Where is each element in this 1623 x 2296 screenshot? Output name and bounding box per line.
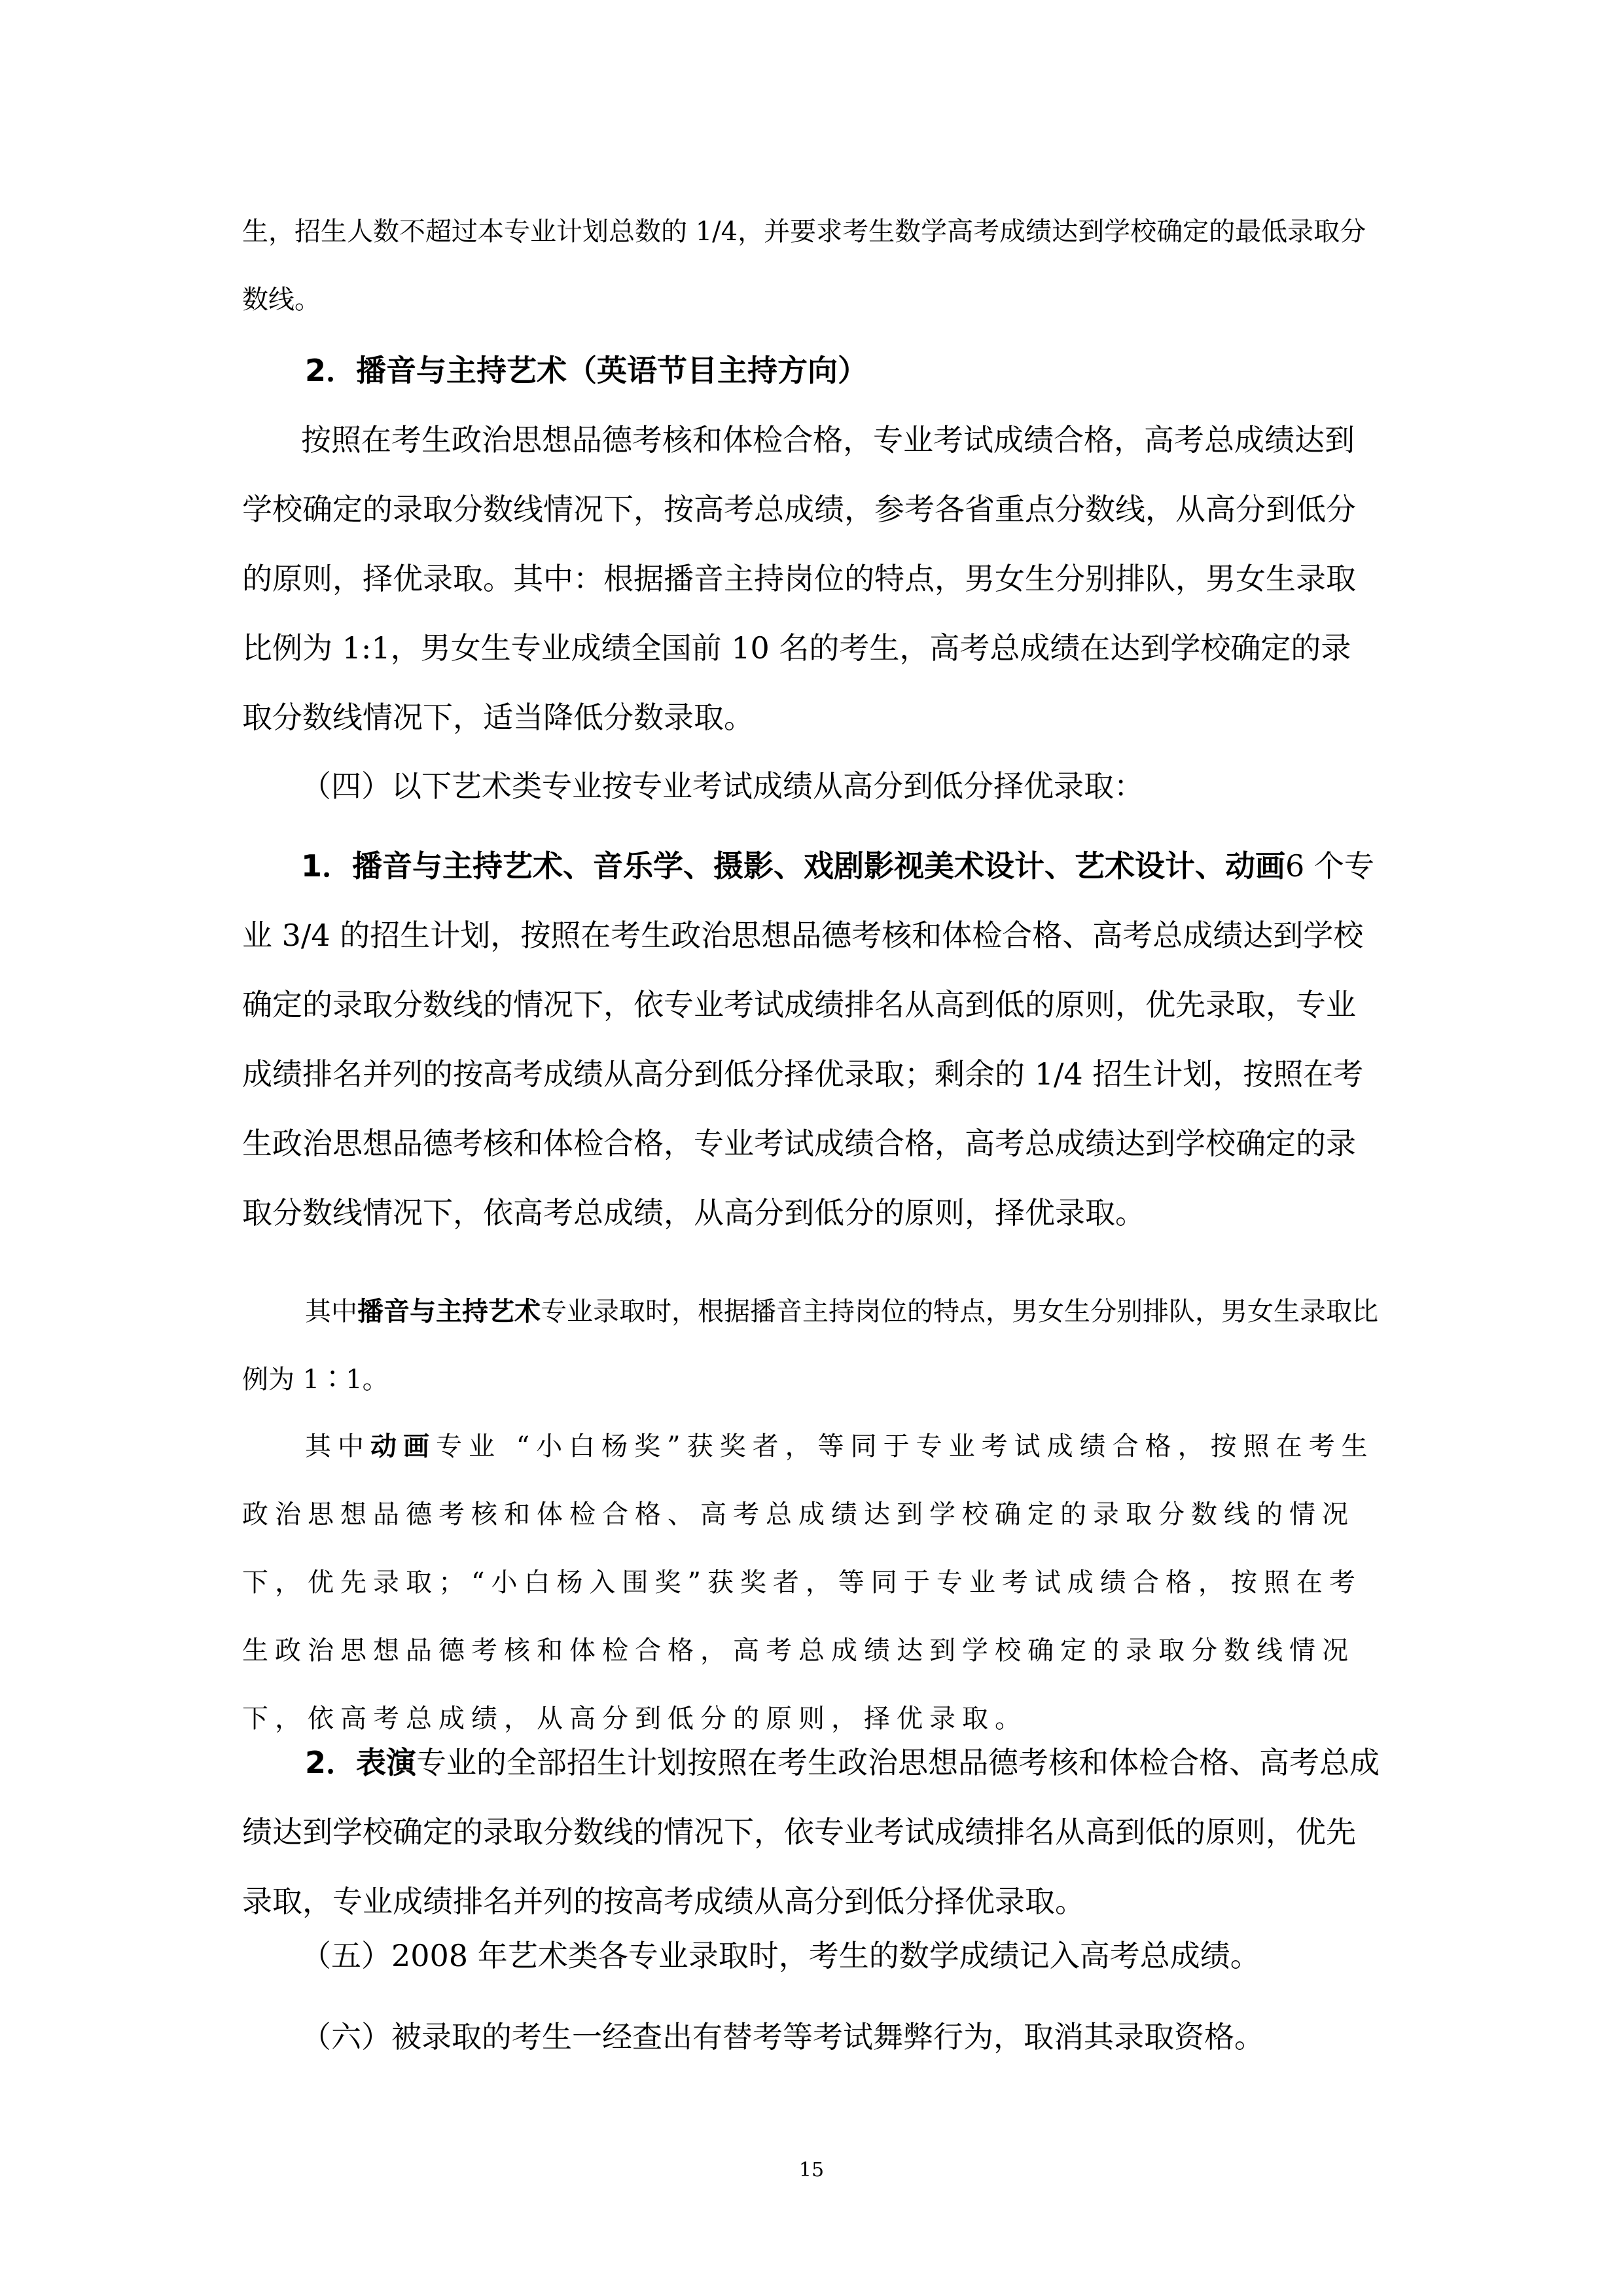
page-number: 15 [798, 2159, 825, 2181]
paragraph-heading: 1．播音与主持艺术、音乐学、摄影、戏剧影视美术设计、艺术设计、动画 [301, 848, 1286, 884]
paragraph-performance [242, 1728, 1381, 1936]
paragraph-bold-term: 动画 [370, 1431, 436, 1462]
paragraph-animation-note [242, 1412, 1381, 1753]
paragraph-section-six [242, 2002, 1381, 2072]
paragraph-broadcast-english [242, 405, 1381, 752]
section-heading-broadcast-english [242, 336, 1381, 405]
paragraph-prefix: 其中 [305, 1297, 357, 1327]
paragraph-text: （五）2008 年艺术类各专业录取时，考生的数学成绩记入高考总成绩。 [301, 1938, 1260, 1973]
paragraph-bold-term: 表演 [356, 1745, 417, 1780]
paragraph-text: 专业录取时，根据播音主持岗位的特点，男女生分别排队，男女生录取比例为 1∶1。 [242, 1297, 1378, 1395]
heading-text: 2．播音与主持艺术（英语节目主持方向） [305, 353, 868, 388]
paragraph-number: 2． [305, 1745, 357, 1780]
paragraph-section-five [242, 1921, 1381, 1990]
paragraph-art-majors [242, 831, 1381, 1247]
paragraph-text: （六）被录取的考生一经查出有替考等考试舞弊行为，取消其录取资格。 [301, 2019, 1264, 2054]
paragraph-bold-term: 播音与主持艺术 [357, 1297, 541, 1327]
paragraph-text: （四）以下艺术类专业按专业考试成绩从高分到低分择优录取： [301, 768, 1144, 804]
paragraph-section-four [242, 751, 1381, 821]
paragraph-continuation [242, 198, 1381, 334]
paragraph-text: 专业的全部招生计划按照在考生政治思想品德考核和体检合格、高考总成绩达到学校确定的录取分数线的情况下，依专业考试成绩排名从高到低的原则，优先录取，专业成绩排名并列的按高考成绩从高分到低分择优录取。 [242, 1745, 1380, 1919]
paragraph-broadcast-note [242, 1278, 1381, 1414]
paragraph-text: 按照在考生政治思想品德考核和体检合格，专业考试成绩合格，高考总成绩达到学校确定的录取分数线情况下，按高考总成绩，参考各省重点分数线，从高分到低分的原则，择优录取。其中：根据播音主持岗位的特点，男女生分别排队，男女生录取比例为 1:1，男女生专业成绩全国前 10 名的考生，高考总成绩在达到学校确定的录取分数线情况下，适当降低分数录取。 [242, 422, 1356, 735]
paragraph-text: 专业 “小白杨奖”获奖者，等同于专业考试成绩合格，按照在考生政治思想品德考核和体检合格、高考总成绩达到学校确定的录取分数线的情况下，优先录取；“小白杨入围奖”获奖者，等同于专业考试成绩合格，按照在考生政治思想品德考核和体检合格，高考总成绩达到学校确定的录取分数线情况下，依高考总成绩，从高分到低分的原则，择优录取。 [242, 1431, 1374, 1734]
paragraph-prefix: 其中 [305, 1431, 370, 1462]
paragraph-text: 生，招生人数不超过本专业计划总数的 1/4，并要求考生数学高考成绩达到学校确定的最低录取分数线。 [242, 217, 1366, 315]
paragraph-text: 6 个专业 3/4 的招生计划，按照在考生政治思想品德考核和体检合格、高考总成绩达到学校确定的录取分数线的情况下，依专业考试成绩排名从高到低的原则，优先录取，专业成绩排名并列的按高考成绩从高分到低分择优录取；剩余的 1/4 招生计划，按照在考生政治思想品德考核和体检合格，专业考试成绩合格，高考总成绩达到学校确定的录取分数线情况下，依高考总成绩，从高分到低分的原则，择优录取。 [242, 848, 1374, 1230]
